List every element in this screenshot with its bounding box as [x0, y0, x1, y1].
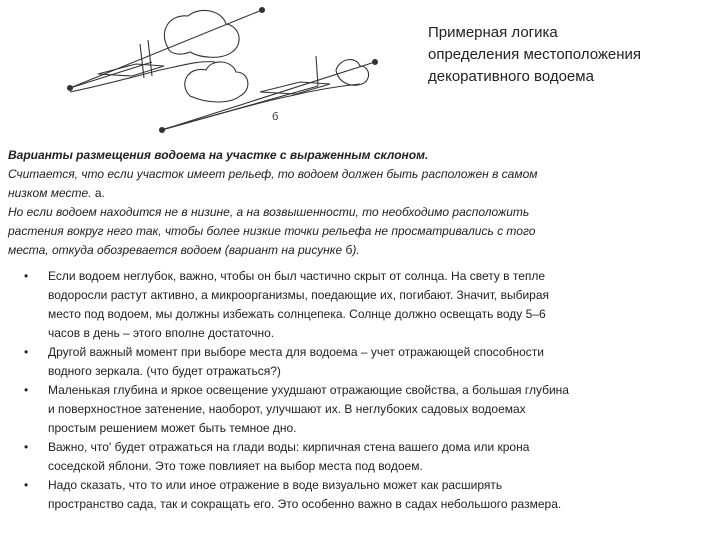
- bullet-item: • Если водоем неглубок, важно, чтобы он был частично скрыт от солнца. На свету в тепле водоросли растут активно, а микроорганизмы, поедающие их, погибают. Значит, выбирая место под водоем, мы должны избежать солнцепека. Солнце должно освещать воду 5–6 часов в день – этого вполне достаточно.: [24, 269, 549, 340]
- title-line-2: определения местоположения: [428, 46, 642, 63]
- bullet-item: • Маленькая глубина и яркое освещение ухудшают отражающие свойства, а большая глубина и поверхностное затенение, наоборот, улучшают их. В неглубоких садовых водоемах простым решением может быть темное дно.: [24, 383, 569, 435]
- bullet-dot: •: [24, 269, 29, 283]
- variant-a-pond: [98, 64, 164, 76]
- intro-heading: Варианты размещения водоема на участке с выраженным склоном.: [8, 148, 429, 162]
- bullet-item: • Другой важный момент при выборе места для водоема – учет отражающей способности водного зеркала. (что будет отражаться?): [24, 345, 544, 378]
- bullet-dot: •: [24, 383, 29, 397]
- bullet-item: • Важно, что' будет отражаться на глади воды: кирпичная стена вашего дома или крона соседской яблони. Это тоже повлияет на выбор места под водоем.: [24, 440, 530, 473]
- variant-b-ground: [160, 84, 360, 130]
- slope-sketch-illustration: [40, 0, 420, 140]
- bullet-dot: •: [24, 440, 29, 454]
- variant-b-label: б: [272, 111, 279, 123]
- bullet-dot: •: [24, 345, 29, 359]
- intro-line-4: растения вокруг него так, чтобы более низкие точки рельефа не просматривались с того: [8, 224, 536, 238]
- variant-b-ref: б: [345, 243, 353, 257]
- intro-line-1: Считается, что если участок имеет рельеф, то водоем должен быть расположен в самом: [8, 167, 538, 181]
- variant-a-ref: а.: [91, 186, 105, 200]
- slide-title: [428, 22, 718, 88]
- variant-b-shrub: [185, 62, 248, 102]
- bullet-item: • Надо сказать, что то или иное отражение в воде визуально может как расширять пространство сада, так и сокращать его. Это особенно важно в садах небольшого размера.: [24, 478, 562, 511]
- variant-a-tree: [164, 10, 239, 57]
- bullet-list: [8, 267, 708, 514]
- intro-line-3: Но если водоем находится не в низине, а на возвышенности, то необходимо расположить: [8, 205, 530, 219]
- intro-paragraph: [8, 146, 708, 260]
- bullet-dot: •: [24, 478, 29, 492]
- intro-line-5: места, откуда обозревается водоем (вариант на рисунке б).: [8, 243, 360, 257]
- title-line-3: декоративного водоема: [428, 68, 594, 85]
- variant-b-sightline: [162, 62, 375, 130]
- intro-line-2: низком месте. а.: [8, 186, 105, 200]
- title-line-1: Примерная логика: [428, 24, 558, 41]
- variant-a-sightline-1: [70, 10, 262, 88]
